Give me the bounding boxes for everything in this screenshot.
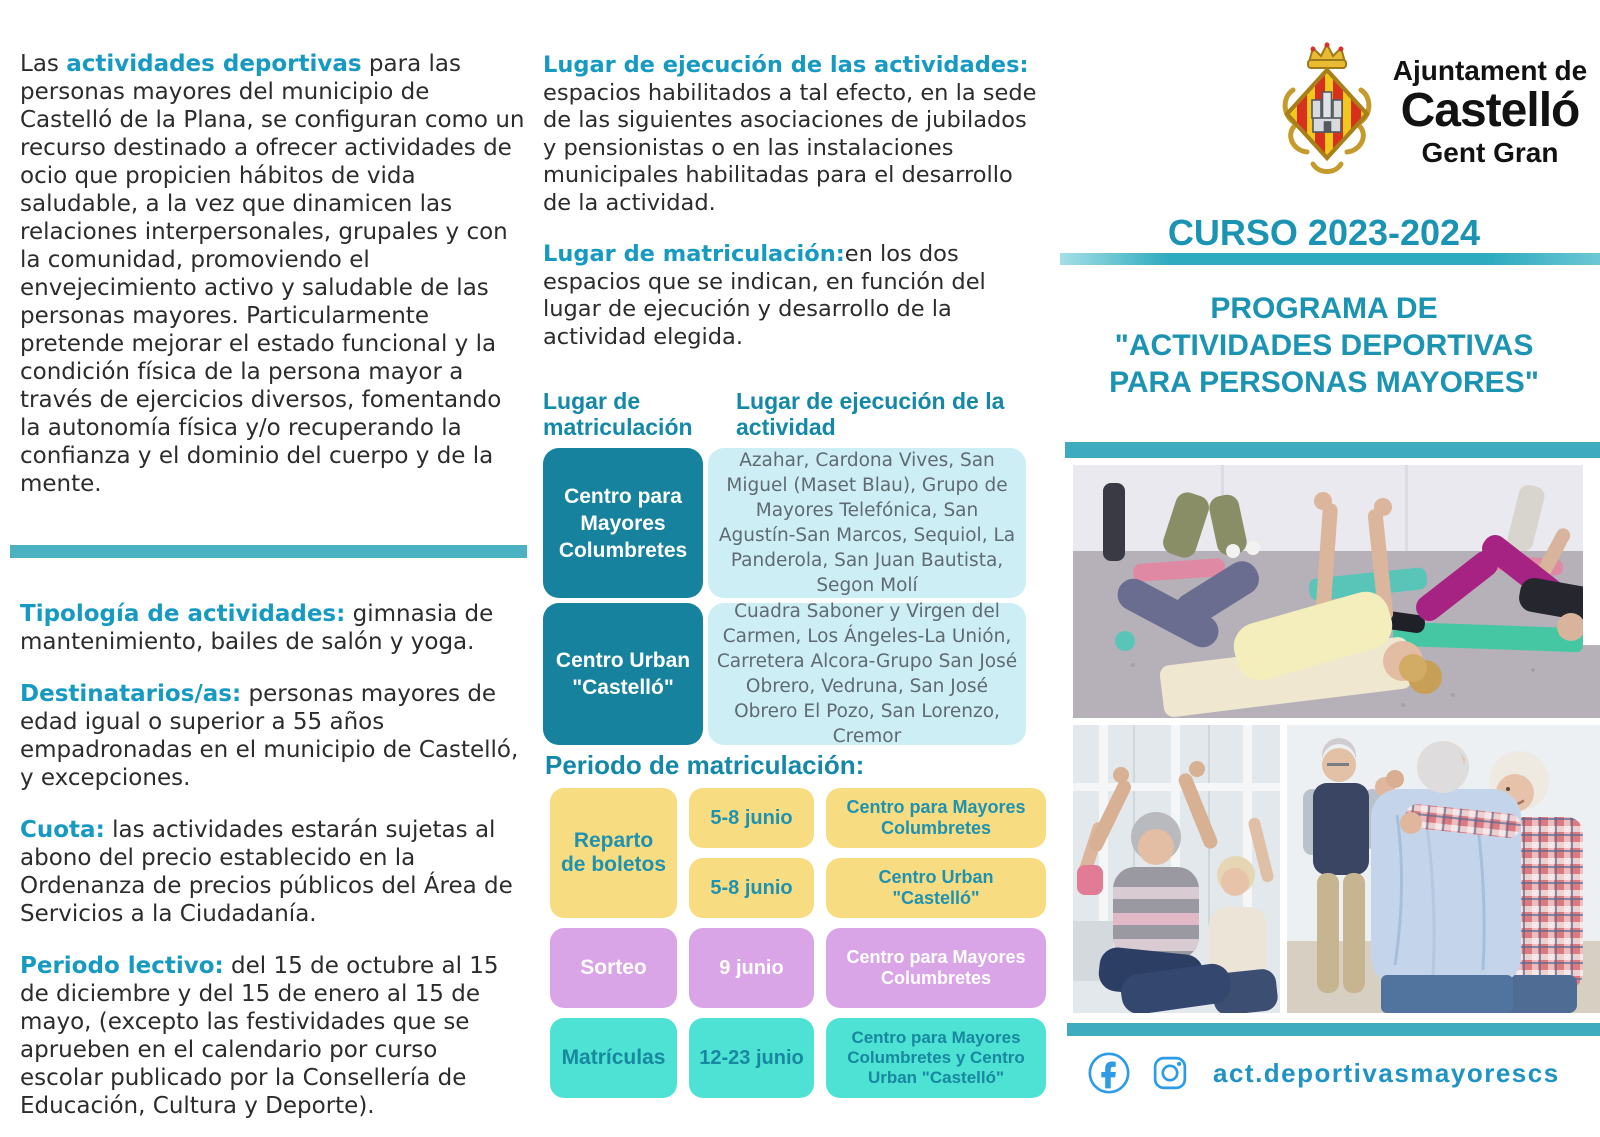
schedule-place: Centro para Mayores Columbretes y Centro Urban "Castelló": [826, 1018, 1046, 1098]
left-column-divider: [10, 545, 527, 558]
instagram-icon[interactable]: [1147, 1050, 1193, 1096]
schedule-date: 5-8 junio: [689, 788, 814, 848]
schedule-row-sorteo: [550, 928, 1046, 1008]
section-text: espacios habilitados a tal efecto, en la sede de las siguientes asociaciones de jubilados y pensionistas o en las instalaciones municipales habilitadas para el desarrollo de la actividad.: [543, 79, 1037, 216]
table-row: [543, 448, 1026, 598]
section-label: Destinatarios/as:: [20, 681, 242, 707]
schedule-date: 9 junio: [689, 928, 814, 1008]
section-lugar-matriculacion: [543, 241, 1043, 351]
intro-pre: Las: [20, 51, 67, 77]
title-line-3: PARA PERSONAS MAYORES": [1109, 366, 1539, 399]
logo-line-2: Castelló: [1400, 84, 1580, 137]
intro-post: para las personas mayores del municipio de Castelló de la Plana, se configuran como un recurso destinado a ofrecer actividades de ocio que propicien hábitos de vida saludable, a la vez que dinamicen las relaciones interpersonales, grupales y con la comunidad, promoviendo el envejecimiento activo y saludable de las personas mayores. Particularmente pretende mejorar el estado funcional y la condición física de la persona mayor a través de ejercicios diversos, fomentando la autonomía física y/o recuperando la confianza y el dominio del cuerpo y de la mente.: [20, 51, 525, 497]
intro-highlight: actividades deportivas: [66, 51, 362, 77]
schedule-date: 5-8 junio: [689, 858, 814, 918]
section-label: Lugar de matriculación:: [543, 241, 845, 267]
logo-line-1: Ajuntament de: [1392, 55, 1588, 86]
section-text: las actividades estarán sujetas al abono del precio establecido en la Ordenanza de precios públicos del Área de Servicios a la Ciudadanía.: [20, 817, 513, 927]
middle-sections: [543, 52, 1043, 375]
schedule-place: Centro para Mayores Columbretes: [826, 788, 1046, 848]
section-tipologia: [20, 600, 527, 656]
section-lugar-ejecucion: [543, 52, 1043, 217]
schedule-phase-sorteo: Sorteo: [550, 928, 677, 1008]
section-text: del 15 de octubre al 15 de diciembre y del 15 de enero al 15 de mayo, (excepto las festividades que se aprueben en el calendario por curso escolar publicado por la Consellería de Educación, Cultura y Deporte).: [20, 953, 499, 1119]
schedule-phase-matriculas: Matrículas: [550, 1018, 677, 1098]
section-text: personas mayores de edad igual o superior a 55 años empadronadas en el municipio de Castelló, y excepciones.: [20, 681, 519, 791]
table-header-ejecucion: Lugar de ejecución de la actividad: [736, 388, 1005, 440]
ajuntament-logo-text: [1388, 56, 1592, 168]
section-periodo-lectivo: [20, 952, 527, 1120]
table-row: [543, 603, 1026, 745]
section-text: gimnasia de mantenimiento, bailes de salón y yoga.: [20, 601, 494, 655]
castello-coat-of-arms-icon: [1275, 40, 1379, 180]
facebook-icon[interactable]: [1086, 1050, 1132, 1096]
schedule-places-reparto: [826, 788, 1046, 918]
schedule-place: Centro Urban "Castelló": [826, 858, 1046, 918]
teal-bar-top: [1060, 253, 1600, 265]
table-header-matriculacion: Lugar de matriculación: [543, 388, 693, 440]
left-sections: [20, 600, 527, 1137]
table-header-row: [543, 388, 1043, 440]
social-handle[interactable]: act.deportivasmayorescs: [1213, 1058, 1560, 1088]
section-label: Periodo lectivo:: [20, 953, 224, 979]
table-cell-centro-columbretes: Centro para Mayores Columbretes: [543, 448, 703, 598]
photo-floor-exercise-class: [1073, 465, 1583, 718]
photo-couple-dancing: [1287, 725, 1600, 1013]
logo-line-3: Gent Gran: [1421, 137, 1559, 168]
table-cell-centro-urban: Centro Urban "Castelló": [543, 603, 703, 745]
photo-edge-strip: [1583, 645, 1600, 718]
program-title: [1048, 290, 1600, 401]
table-cell-locations-1: Azahar, Cardona Vives, San Miguel (Maset Blau), Grupo de Mayores Telefónica, San Agustín-San Marcos, Sequiol, La Panderola, San Juan Bautista, Segon Molí: [708, 448, 1026, 598]
schedule-row-reparto: [550, 788, 1046, 918]
teal-bar-bottom: [1067, 1023, 1600, 1036]
periodo-matriculacion-heading: Periodo de matriculación:: [545, 750, 865, 780]
title-line-1: PROGRAMA DE: [1210, 292, 1438, 325]
schedule-place: Centro para Mayores Columbretes: [826, 928, 1046, 1008]
teal-bar-middle: [1065, 442, 1600, 458]
section-label: Cuota:: [20, 817, 105, 843]
section-destinatarios: [20, 680, 527, 792]
section-label: Tipología de actividades:: [20, 601, 346, 627]
schedule-row-matriculas: [550, 1018, 1046, 1098]
section-cuota: [20, 816, 527, 928]
schedule-phase-reparto: Reparto de boletos: [550, 788, 677, 918]
section-label: Lugar de ejecución de las actividades:: [543, 52, 1029, 78]
photo-seated-exercise: [1073, 725, 1280, 1013]
table-cell-locations-2: Cuadra Saboner y Virgen del Carmen, Los Ángeles-La Unión, Carretera Alcora-Grupo San José Obrero, Vedruna, San José Obrero El Pozo, San Lorenzo, Cremor: [708, 603, 1026, 745]
schedule-date: 12-23 junio: [689, 1018, 814, 1098]
section-text: en los dos espacios que se indican, en función del lugar de ejecución y desarrollo de la actividad elegida.: [543, 241, 986, 350]
schedule-dates-reparto: [689, 788, 814, 918]
title-line-2: "ACTIVIDADES DEPORTIVAS: [1114, 329, 1534, 362]
curso-heading: CURSO 2023-2024: [1167, 212, 1481, 253]
left-intro-paragraph: [20, 50, 527, 498]
